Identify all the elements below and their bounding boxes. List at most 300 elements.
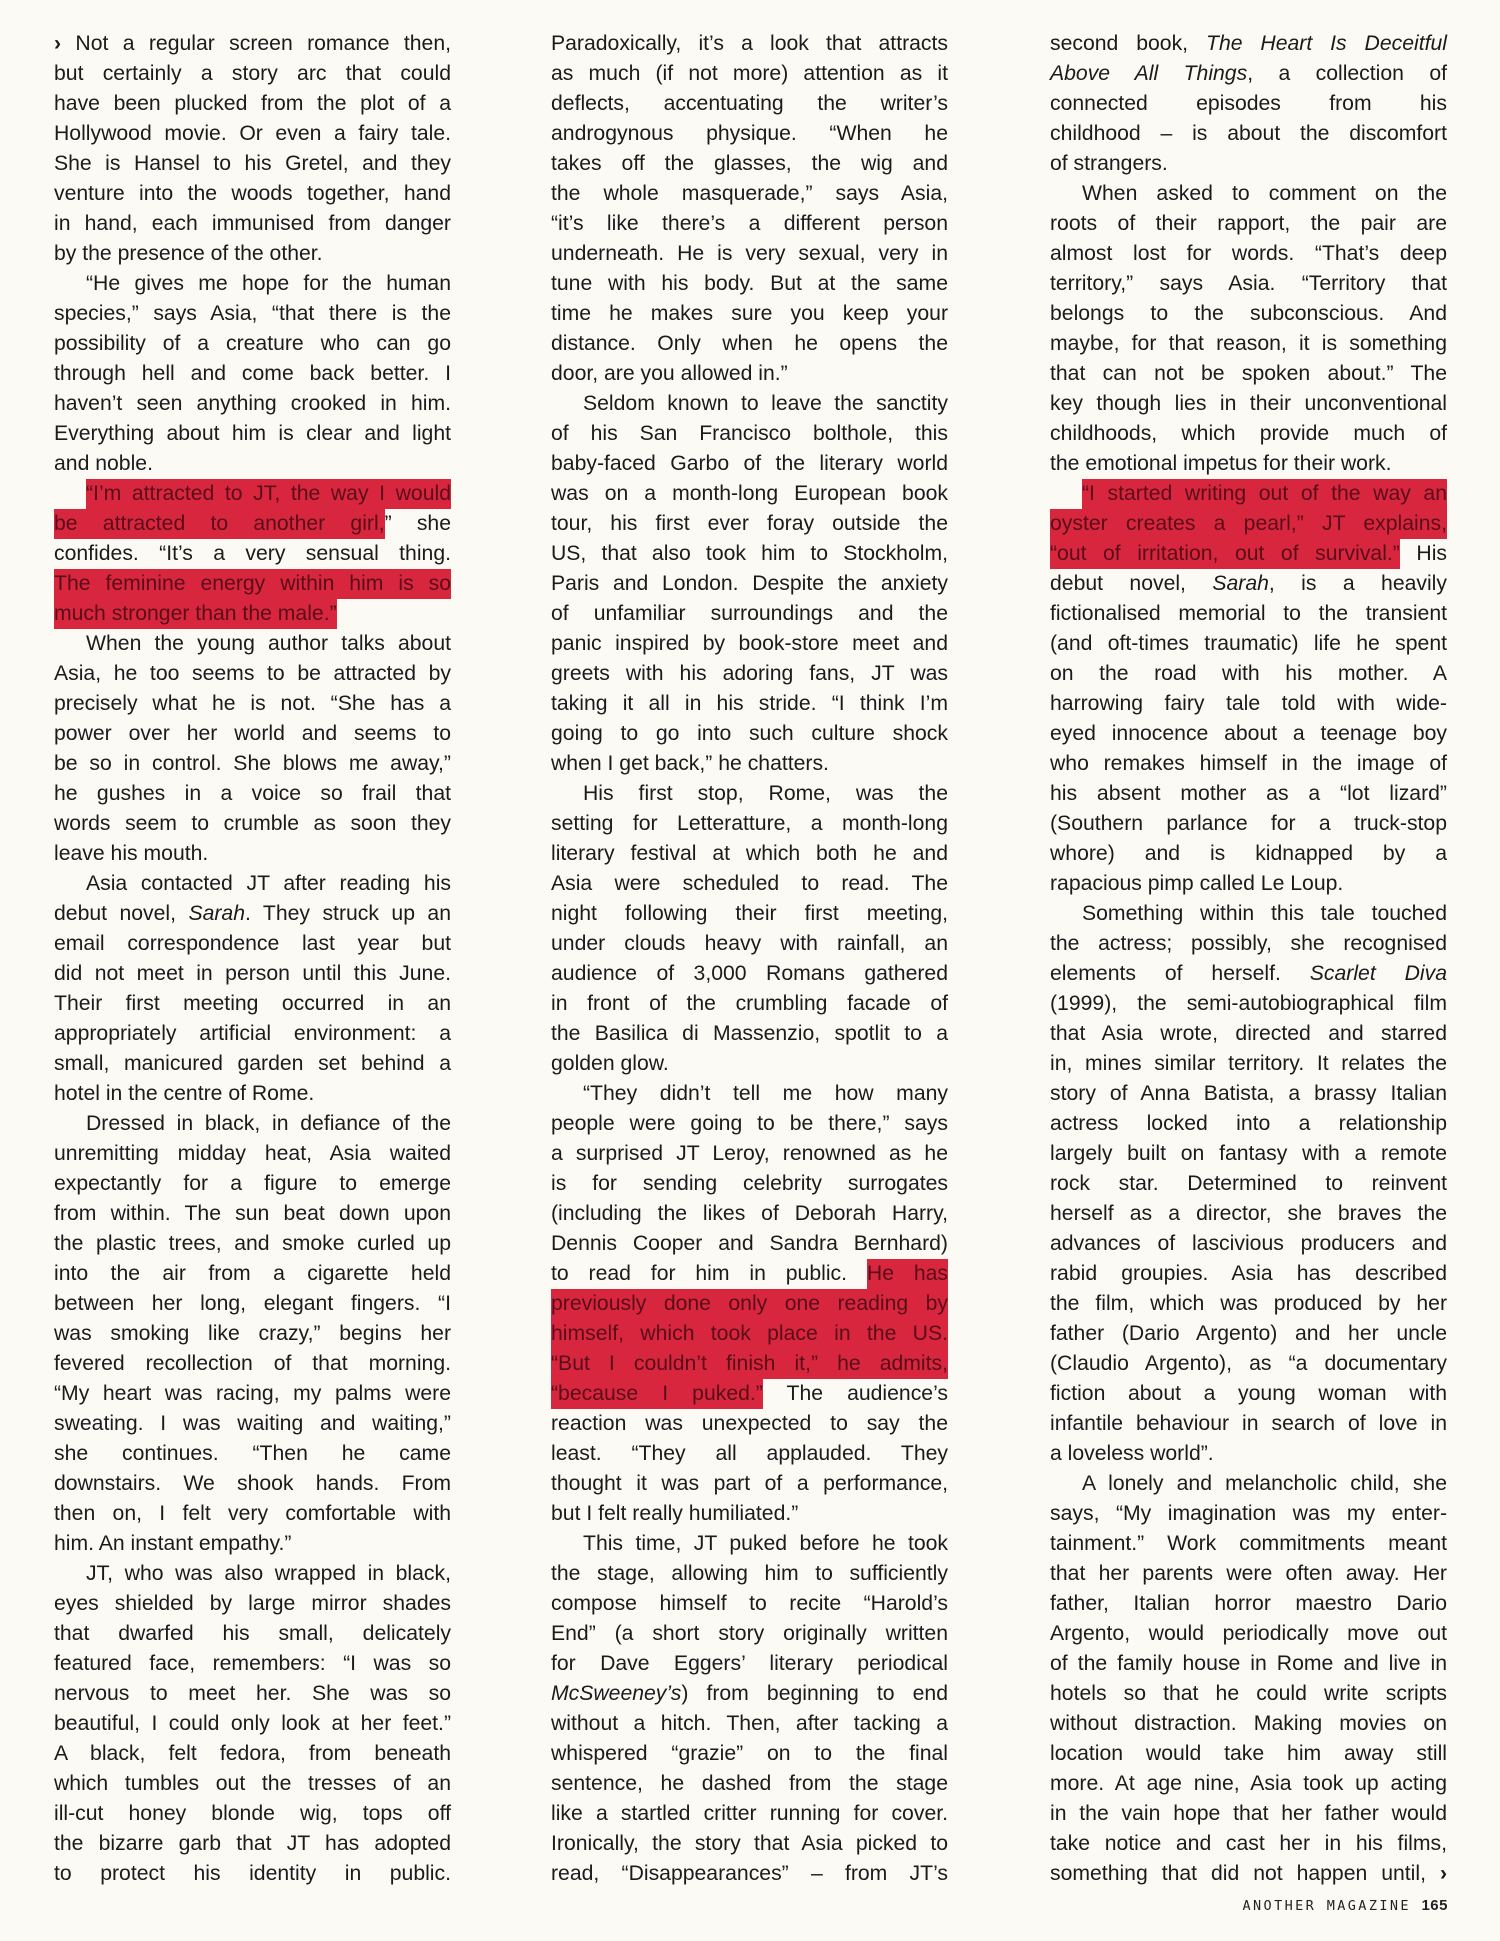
text-line <box>551 899 948 929</box>
text-line <box>1050 779 1447 809</box>
text-line <box>54 1799 451 1829</box>
text-line <box>54 1409 451 1439</box>
text-run: he gushes in a voice so frail that <box>54 782 451 805</box>
text-run: the bizarre garb that JT has adopted <box>54 1832 451 1855</box>
text-run: (and oft-times traumatic) life he spent <box>1050 632 1447 655</box>
text-line <box>551 1079 948 1109</box>
text-line <box>1050 149 1447 179</box>
text-run: , is a heavily <box>1268 572 1447 595</box>
text-run: Something within this tale touched <box>1082 902 1447 925</box>
text-run: hotels so that he could write scripts <box>1050 1682 1447 1705</box>
text-run: read, “Disappearances” – from JT’s <box>551 1862 948 1885</box>
text-line <box>54 299 451 329</box>
highlighted-quote: “But I couldn’t finish it,” he admits, <box>551 1349 948 1379</box>
text-line <box>1050 629 1447 659</box>
text-run: US, that also took him to Stockholm, <box>551 542 948 565</box>
text-run: rabid groupies. Asia has described <box>1050 1262 1447 1285</box>
text-run: the plastic trees, and smoke curled up <box>54 1232 451 1255</box>
text-run: Argento, would periodically move out <box>1050 1622 1447 1645</box>
text-line <box>1050 1679 1447 1709</box>
highlighted-quote: much stronger than the male.” <box>54 599 337 629</box>
text-run: unremitting midday heat, Asia waited <box>54 1142 451 1165</box>
text-run: eyes shielded by large mirror shades <box>54 1592 451 1615</box>
text-run: location would take him away still <box>1050 1742 1447 1765</box>
text-line <box>551 119 948 149</box>
text-line <box>1050 839 1447 869</box>
highlighted-quote: “because I puked.” <box>551 1379 763 1409</box>
text-run: take notice and cast her in his films, <box>1050 1832 1447 1855</box>
highlighted-quote: “I started writing out of the way an <box>1082 479 1447 509</box>
text-line <box>54 1259 451 1289</box>
text-line <box>54 1229 451 1259</box>
text-line <box>54 809 451 839</box>
text-run: species,” says Asia, “that there is the <box>54 302 451 325</box>
text-line <box>1050 89 1447 119</box>
text-line <box>551 1199 948 1229</box>
text-line <box>551 1679 948 1709</box>
text-run: his absent mother as a “lot lizard” <box>1050 782 1447 805</box>
text-line <box>1050 1799 1447 1829</box>
italic-title: Sarah <box>188 902 245 925</box>
text-run: of the family house in Rome and live in <box>1050 1652 1447 1675</box>
text-line <box>551 539 948 569</box>
text-line <box>54 419 451 449</box>
text-line <box>54 1619 451 1649</box>
text-run: harrowing fairy tale told with wide- <box>1050 692 1447 715</box>
text-line <box>1050 569 1447 599</box>
text-line <box>1050 1169 1447 1199</box>
text-run: haven’t seen anything crooked in him. <box>54 392 451 415</box>
text-run: . They struck up an <box>244 902 451 925</box>
text-line <box>54 359 451 389</box>
text-run: underneath. He is very sexual, very in <box>551 242 948 265</box>
text-run: debut novel, <box>54 902 189 925</box>
text-run: the film, which was produced by her <box>1050 1292 1447 1315</box>
text-run: and noble. <box>54 452 153 475</box>
text-line <box>551 1739 948 1769</box>
text-run: expectantly for a figure to emerge <box>54 1172 451 1195</box>
text-line <box>54 539 451 569</box>
text-line <box>551 659 948 689</box>
text-line <box>551 1499 948 1529</box>
text-line <box>54 719 451 749</box>
text-run: End” (a short story originally written <box>551 1622 948 1645</box>
text-run: (1999), the semi-autobiographical film <box>1050 992 1447 1015</box>
text-run: as much (if not more) attention as it <box>551 62 948 85</box>
text-line <box>551 1049 948 1079</box>
text-run: then on, I felt very comfortable with <box>54 1502 451 1525</box>
text-run: who remakes himself in the image of <box>1050 752 1447 775</box>
text-run: between her long, elegant fingers. “I <box>54 1292 451 1315</box>
text-run: door, are you allowed in.” <box>551 362 788 385</box>
text-line <box>1050 749 1447 779</box>
text-run: without distraction. Making movies on <box>1050 1712 1447 1735</box>
text-run: sentence, he dashed from the stage <box>551 1772 948 1795</box>
text-line <box>551 839 948 869</box>
text-line <box>54 479 451 509</box>
text-run: power over her world and seems to <box>54 722 451 745</box>
text-run: a surprised JT Leroy, renowned as he <box>551 1142 948 1165</box>
text-run: that her parents were often away. Her <box>1050 1562 1447 1585</box>
text-line <box>551 599 948 629</box>
text-line <box>551 749 948 779</box>
text-line <box>551 1379 948 1409</box>
text-run: taking it all in his stride. “I think I’m <box>551 692 948 715</box>
text-run: going to go into such culture shock <box>551 722 948 745</box>
text-run: Their first meeting occurred in an <box>54 992 451 1015</box>
text-run: She is Hansel to his Gretel, and they <box>54 152 451 175</box>
text-run: His <box>1399 542 1447 565</box>
text-line <box>551 1649 948 1679</box>
text-line <box>1050 929 1447 959</box>
text-run: of unfamiliar surroundings and the <box>551 602 948 625</box>
text-run: “They didn’t tell me how many <box>583 1082 948 1105</box>
text-line <box>1050 1199 1447 1229</box>
text-line <box>551 239 948 269</box>
text-line <box>1050 1619 1447 1649</box>
text-line <box>54 149 451 179</box>
text-run: reaction was unexpected to say the <box>551 1412 948 1435</box>
italic-title: Above All Things <box>1050 62 1248 85</box>
text-line <box>551 359 948 389</box>
text-run: when I get back,” he chatters. <box>551 752 829 775</box>
text-run: that can not be spoken about.” The <box>1050 362 1447 385</box>
text-run: time he makes sure you keep your <box>551 302 948 325</box>
text-run: connected episodes from his <box>1050 92 1447 115</box>
text-run: of his San Francisco bolthole, this <box>551 422 948 445</box>
text-line <box>54 1709 451 1739</box>
text-line <box>54 1769 451 1799</box>
text-run: a loveless world”. <box>1050 1442 1214 1465</box>
text-run: ill-cut honey blonde wig, tops off <box>54 1802 451 1825</box>
text-run: Hollywood movie. Or even a fairy tale. <box>54 122 451 145</box>
text-line <box>551 1259 948 1289</box>
text-line <box>54 59 451 89</box>
text-line <box>54 1169 451 1199</box>
text-line <box>54 659 451 689</box>
text-line <box>1050 119 1447 149</box>
text-line <box>1050 1529 1447 1559</box>
text-line <box>1050 1409 1447 1439</box>
text-run: without a hitch. Then, after tacking a <box>551 1712 948 1735</box>
text-run: but certainly a story arc that could <box>54 62 451 85</box>
text-run: on the road with his mother. A <box>1050 662 1447 685</box>
text-line <box>54 989 451 1019</box>
text-run: actress locked into a relationship <box>1050 1112 1447 1135</box>
text-run: Ironically, the story that Asia picked to <box>551 1832 948 1855</box>
text-run: through hell and come back better. I <box>54 362 451 385</box>
text-line <box>1050 1049 1447 1079</box>
italic-title: The Heart Is Deceitful <box>1206 32 1447 55</box>
text-line <box>551 269 948 299</box>
text-line <box>551 1709 948 1739</box>
text-line <box>1050 1379 1447 1409</box>
text-line <box>54 449 451 479</box>
text-line <box>54 839 451 869</box>
text-run: literary festival at which both he and <box>551 842 948 865</box>
text-line <box>1050 1829 1447 1859</box>
text-run: Dressed in black, in defiance of the <box>86 1112 451 1135</box>
text-run: something that did not happen until, <box>1050 1862 1440 1885</box>
text-run: him. An instant empathy.” <box>54 1532 292 1555</box>
text-line <box>551 929 948 959</box>
text-line <box>54 1379 451 1409</box>
text-line <box>54 89 451 119</box>
text-line <box>54 899 451 929</box>
text-line <box>54 329 451 359</box>
text-run: tour, his first ever foray outside the <box>551 512 948 535</box>
text-line <box>1050 1649 1447 1679</box>
text-line <box>1050 1289 1447 1319</box>
text-line <box>1050 209 1447 239</box>
text-run: fictionalised memorial to the transient <box>1050 602 1447 625</box>
text-line <box>551 1559 948 1589</box>
text-line <box>54 599 451 629</box>
text-run: which tumbles out the tresses of an <box>54 1772 451 1795</box>
text-run: elements of herself. <box>1050 962 1310 985</box>
text-line <box>54 869 451 899</box>
article-column-3 <box>1050 29 1447 1889</box>
text-run: territory,” says Asia. “Territory that <box>1050 272 1447 295</box>
text-run: the whole masquerade,” says Asia, <box>551 182 948 205</box>
continuation-arrow-icon: › <box>1439 1862 1447 1885</box>
text-line <box>1050 959 1447 989</box>
text-line <box>54 779 451 809</box>
text-run: His first stop, Rome, was the <box>583 782 948 805</box>
text-line <box>551 1349 948 1379</box>
text-line <box>1050 1589 1447 1619</box>
text-line <box>1050 1319 1447 1349</box>
text-line <box>54 179 451 209</box>
text-line <box>1050 1859 1447 1889</box>
text-line <box>551 1019 948 1049</box>
text-run: , a collection of <box>1247 62 1447 85</box>
text-run: A black, felt fedora, from beneath <box>54 1742 451 1765</box>
highlighted-quote: “out of irritation, out of survival.” <box>1050 539 1400 569</box>
text-run: the emotional impetus for their work. <box>1050 452 1392 475</box>
text-run: to read for him in public. <box>551 1262 867 1285</box>
text-line <box>1050 179 1447 209</box>
text-line <box>551 59 948 89</box>
text-run: was on a month-long European book <box>551 482 948 505</box>
text-run: Paris and London. Despite the anxiety <box>551 572 948 595</box>
text-run: like a startled critter running for cover. <box>551 1802 948 1825</box>
text-run: key though lies in their unconventional <box>1050 392 1447 415</box>
text-run: leave his mouth. <box>54 842 209 865</box>
text-line <box>551 29 948 59</box>
text-line <box>1050 239 1447 269</box>
text-line <box>1050 29 1447 59</box>
highlighted-quote: oyster creates a pearl,” JT explains, <box>1050 509 1447 539</box>
text-line <box>551 329 948 359</box>
text-line <box>551 1109 948 1139</box>
text-line <box>54 929 451 959</box>
text-line <box>1050 1499 1447 1529</box>
text-line <box>54 959 451 989</box>
text-run: sweating. I was waiting and waiting,” <box>54 1412 451 1435</box>
text-run: venture into the woods together, hand <box>54 182 451 205</box>
italic-title: Scarlet Diva <box>1309 962 1447 985</box>
text-run: belongs to the subconscious. And <box>1050 302 1447 325</box>
text-line <box>54 119 451 149</box>
text-run: confides. “It’s a very sensual thing. <box>54 542 451 565</box>
text-line <box>551 1799 948 1829</box>
text-line <box>1050 899 1447 929</box>
text-run: When asked to comment on the <box>1082 182 1447 205</box>
text-line <box>551 89 948 119</box>
text-run: A lonely and melancholic child, she <box>1082 1472 1447 1495</box>
text-run: by the presence of the other. <box>54 242 323 265</box>
text-line <box>1050 1259 1447 1289</box>
text-run: androgynous physique. “When he <box>551 122 948 145</box>
page-number: 165 <box>1421 1897 1448 1914</box>
text-line <box>54 1199 451 1229</box>
text-line <box>54 1439 451 1469</box>
text-line <box>54 1589 451 1619</box>
text-line <box>1050 1559 1447 1589</box>
text-run: audience of 3,000 Romans gathered <box>551 962 948 985</box>
text-line <box>54 689 451 719</box>
highlighted-quote: previously done only one reading by <box>551 1289 948 1319</box>
text-run: is for sending celebrity surrogates <box>551 1172 948 1195</box>
text-run: nervous to meet her. She was so <box>54 1682 451 1705</box>
text-line <box>54 1829 451 1859</box>
text-line <box>551 1229 948 1259</box>
text-line <box>551 569 948 599</box>
text-line <box>54 1019 451 1049</box>
text-line <box>1050 1769 1447 1799</box>
text-line <box>1050 1079 1447 1109</box>
text-run: the Basilica di Massenzio, spotlit to a <box>551 1022 948 1045</box>
text-line <box>54 1469 451 1499</box>
text-line <box>551 509 948 539</box>
text-run: whore) and is kidnapped by a <box>1050 842 1447 865</box>
text-line <box>551 179 948 209</box>
text-line <box>54 1049 451 1079</box>
text-run: hotel in the centre of Rome. <box>54 1082 315 1105</box>
text-run: deflects, accentuating the writer’s <box>551 92 948 115</box>
text-run: compose himself to recite “Harold’s <box>551 1592 948 1615</box>
text-line <box>1050 599 1447 629</box>
text-run: This time, JT puked before he took <box>583 1532 948 1555</box>
text-line <box>551 1319 948 1349</box>
page-footer <box>1242 1897 1448 1914</box>
text-run: ” she <box>384 512 451 535</box>
text-run: father (Dario Argento) and her uncle <box>1050 1322 1447 1345</box>
text-run: roots of their rapport, the pair are <box>1050 212 1447 235</box>
highlighted-quote: He has <box>867 1259 948 1289</box>
text-line <box>54 749 451 779</box>
text-line <box>1050 359 1447 389</box>
text-line <box>551 629 948 659</box>
text-line <box>54 569 451 599</box>
text-line <box>54 1559 451 1589</box>
text-run: golden glow. <box>551 1052 669 1075</box>
text-line <box>551 989 948 1019</box>
text-run: almost lost for words. “That’s deep <box>1050 242 1447 265</box>
text-run: more. At age nine, Asia took up acting <box>1050 1772 1447 1795</box>
text-run: childhood – is about the discomfort <box>1050 122 1447 145</box>
text-run: thought it was part of a performance, <box>551 1472 948 1495</box>
text-run: Asia, he too seems to be attracted by <box>54 662 451 685</box>
text-run: rapacious pimp called Le Loup. <box>1050 872 1344 895</box>
text-run: takes off the glasses, the wig and <box>551 152 948 175</box>
text-run: tainment.” Work commitments meant <box>1050 1532 1447 1555</box>
text-run: second book, <box>1050 32 1206 55</box>
text-line <box>551 1769 948 1799</box>
text-run: Paradoxically, it’s a look that attracts <box>551 32 948 55</box>
text-line <box>551 1139 948 1169</box>
text-line <box>1050 689 1447 719</box>
text-line <box>551 1829 948 1859</box>
text-line <box>54 1499 451 1529</box>
text-line <box>1050 479 1447 509</box>
text-line <box>54 1349 451 1379</box>
text-line <box>1050 509 1447 539</box>
text-run: the stage, allowing him to sufficiently <box>551 1562 948 1585</box>
text-run: Not a regular screen romance then, <box>75 32 451 55</box>
text-run: father, Italian horror maestro Dario <box>1050 1592 1447 1615</box>
text-run: childhoods, which provide much of <box>1050 422 1447 445</box>
text-run: fevered recollection of that morning. <box>54 1352 451 1375</box>
text-run: story of Anna Batista, a brassy Italian <box>1050 1082 1447 1105</box>
text-run: Seldom known to leave the sanctity <box>583 392 948 415</box>
text-run: (Claudio Argento), as “a documentary <box>1050 1352 1447 1375</box>
text-run: small, manicured garden set behind a <box>54 1052 451 1075</box>
text-line <box>1050 299 1447 329</box>
text-line <box>1050 419 1447 449</box>
text-run: greets with his adoring fans, JT was <box>551 662 948 685</box>
text-run: (Southern parlance for a truck-stop <box>1050 812 1447 835</box>
text-run: “He gives me hope for the human <box>86 272 451 295</box>
text-line <box>54 1079 451 1109</box>
text-line <box>1050 1349 1447 1379</box>
highlighted-quote: “I’m attracted to JT, the way I would <box>86 479 451 509</box>
text-line <box>551 869 948 899</box>
text-run: infantile behaviour in search of love in <box>1050 1412 1447 1435</box>
text-run: for Dave Eggers’ literary periodical <box>551 1652 948 1675</box>
text-run: Asia contacted JT after reading his <box>86 872 451 895</box>
text-line <box>54 1649 451 1679</box>
text-line <box>1050 869 1447 899</box>
text-line <box>1050 1019 1447 1049</box>
text-line <box>1050 59 1447 89</box>
text-line <box>1050 1109 1447 1139</box>
text-line <box>551 449 948 479</box>
text-line <box>54 1109 451 1139</box>
text-run: least. “They all applauded. They <box>551 1442 948 1465</box>
text-run: of strangers. <box>1050 152 1168 175</box>
text-line <box>551 1169 948 1199</box>
text-run: be so in control. She blows me away,” <box>54 752 451 775</box>
text-line <box>551 1619 948 1649</box>
text-run: Everything about him is clear and light <box>54 422 451 445</box>
text-line <box>551 479 948 509</box>
text-run: (including the likes of Deborah Harry, <box>551 1202 948 1225</box>
text-line <box>54 1859 451 1889</box>
text-run: says, “My imagination was my enter- <box>1050 1502 1447 1525</box>
text-run: that dwarfed his small, delicately <box>54 1622 451 1645</box>
text-line <box>551 1439 948 1469</box>
text-run: precisely what he is not. “She has a <box>54 692 451 715</box>
text-run: have been plucked from the plot of a <box>54 92 451 115</box>
text-run: When the young author talks about <box>86 632 451 655</box>
text-line <box>551 689 948 719</box>
text-line <box>54 1679 451 1709</box>
text-run: ) from beginning to end <box>681 1682 948 1705</box>
text-run: eyed innocence about a teenage boy <box>1050 722 1447 745</box>
text-run: whispered “grazie” on to the final <box>551 1742 948 1765</box>
